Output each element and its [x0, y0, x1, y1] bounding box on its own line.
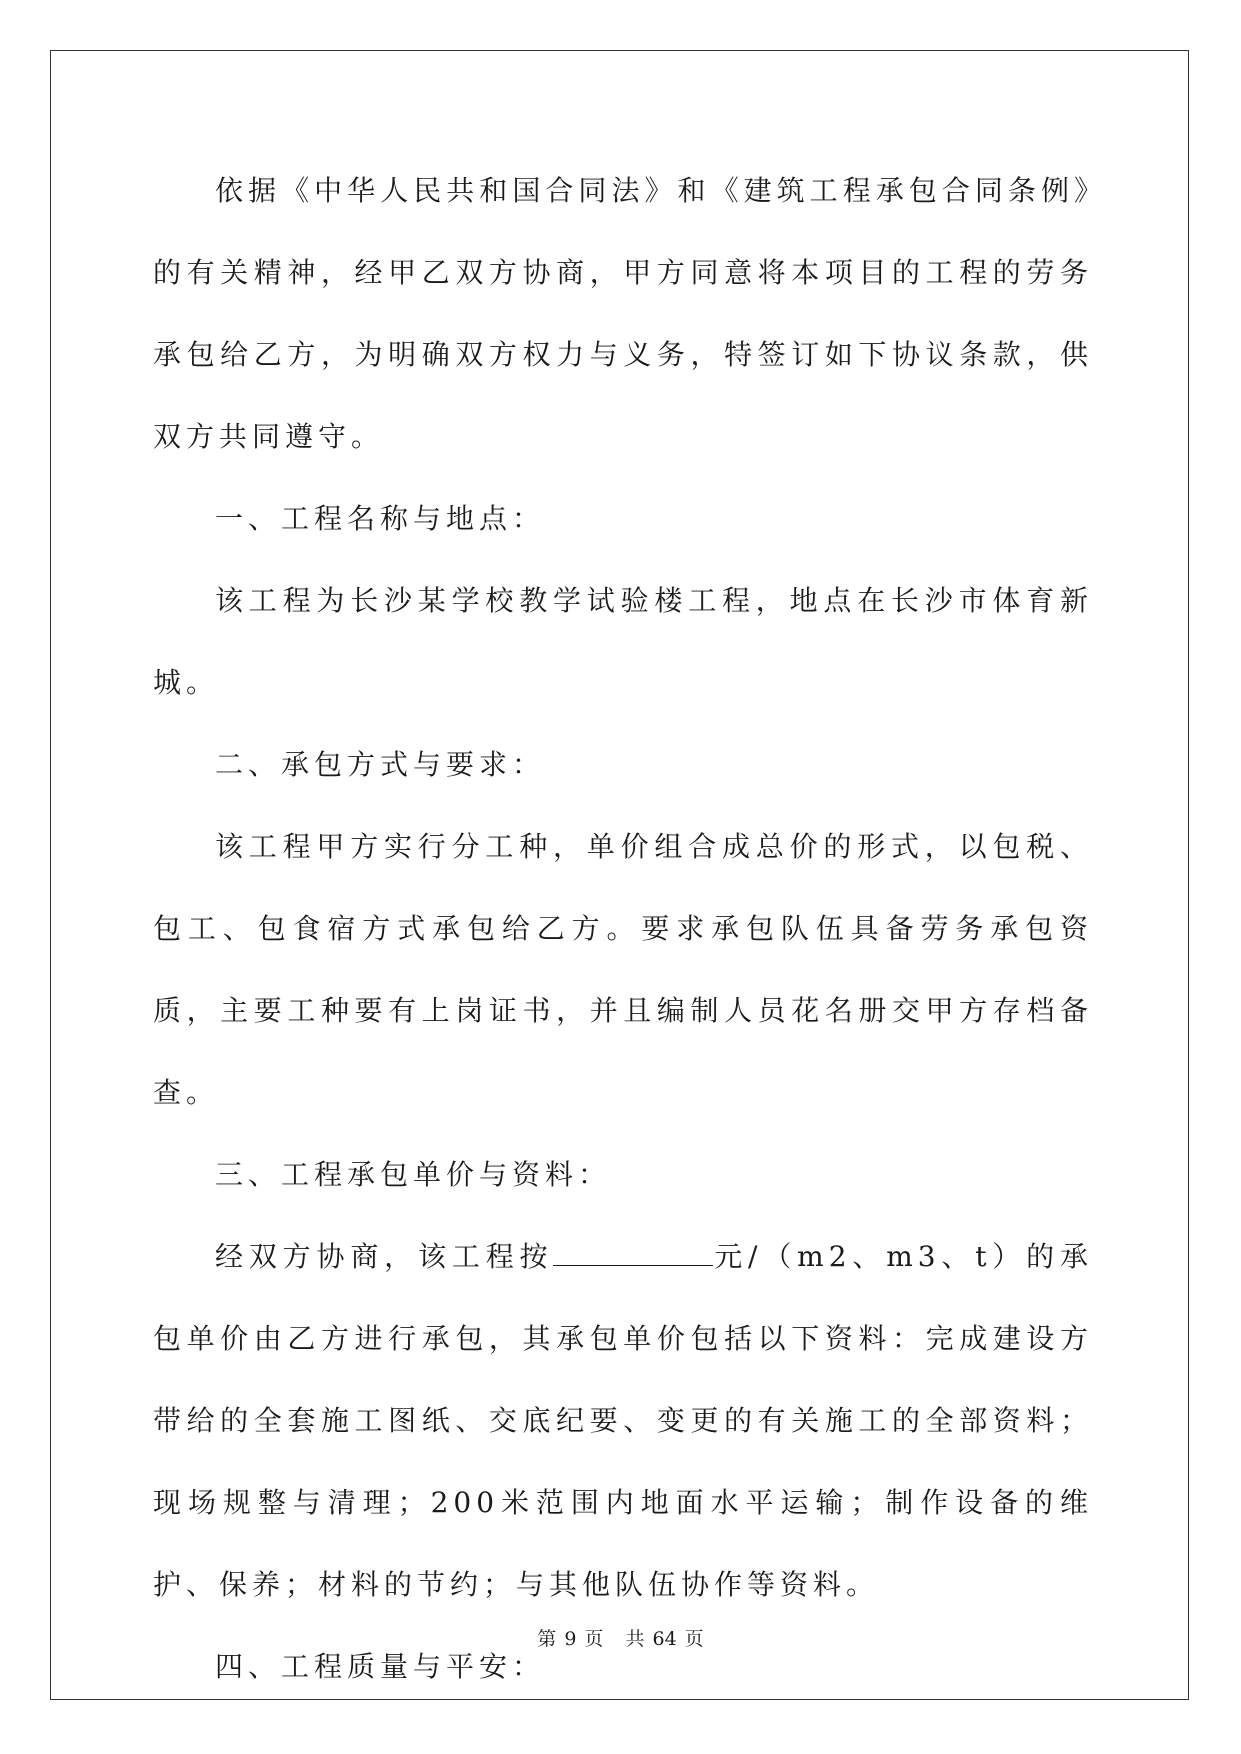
total-pages-indicator: 共 64 页 [625, 1628, 704, 1650]
intro-paragraph: 依据《中华人民共和国合同法》和《建筑工程承包合同条例》的有关精神，经甲乙双方协商，甲方同意将本项目的工程的劳务承包给乙方，为明确双方权力与义务，特签订如下协议条款，供双方共同遵守。 [153, 174, 1093, 453]
price-clause-rest: 元/（m2、m3、t）的承包单价由乙方进行承包，其承包单价包括以下资料：完成建设方带给的全套施工图纸、交底纪要、变更的有关施工的全部资料；现场规整与清理；200米范围内地面水平运输；制作设备的维护、保养；材料的节约；与其他队伍协作等资料。 [153, 1240, 1093, 1601]
page-number: 9 [564, 1628, 577, 1650]
section-paragraph-1: 该工程为长沙某学校教学试验楼工程，地点在长沙市体育新城。 [153, 584, 1093, 699]
section-heading-2: 二、承包方式与要求： [215, 748, 546, 781]
section-paragraph-2: 该工程甲方实行分工种，单价组合成总价的形式，以包税、包工、包食宿方式承包给乙方。要求承包队伍具备劳务承包资质，主要工种要有上岗证书，并且编制人员花名册交甲方存档备查。 [153, 830, 1093, 1109]
section-heading-4: 四、工程质量与平安： [215, 1650, 546, 1683]
document-body [153, 150, 1093, 1708]
section-heading-3: 三、工程承包单价与资料： [215, 1158, 612, 1191]
price-clause-start: 经双方协商，该工程按 [215, 1240, 554, 1273]
price-blank-line [553, 1239, 713, 1266]
page-footer [0, 1624, 1241, 1651]
page-indicator: 第 9 页 [537, 1628, 604, 1650]
section-heading-1: 一、工程名称与地点： [215, 502, 546, 535]
total-pages: 64 [652, 1628, 677, 1650]
section-paragraph-3 [153, 1216, 1093, 1626]
